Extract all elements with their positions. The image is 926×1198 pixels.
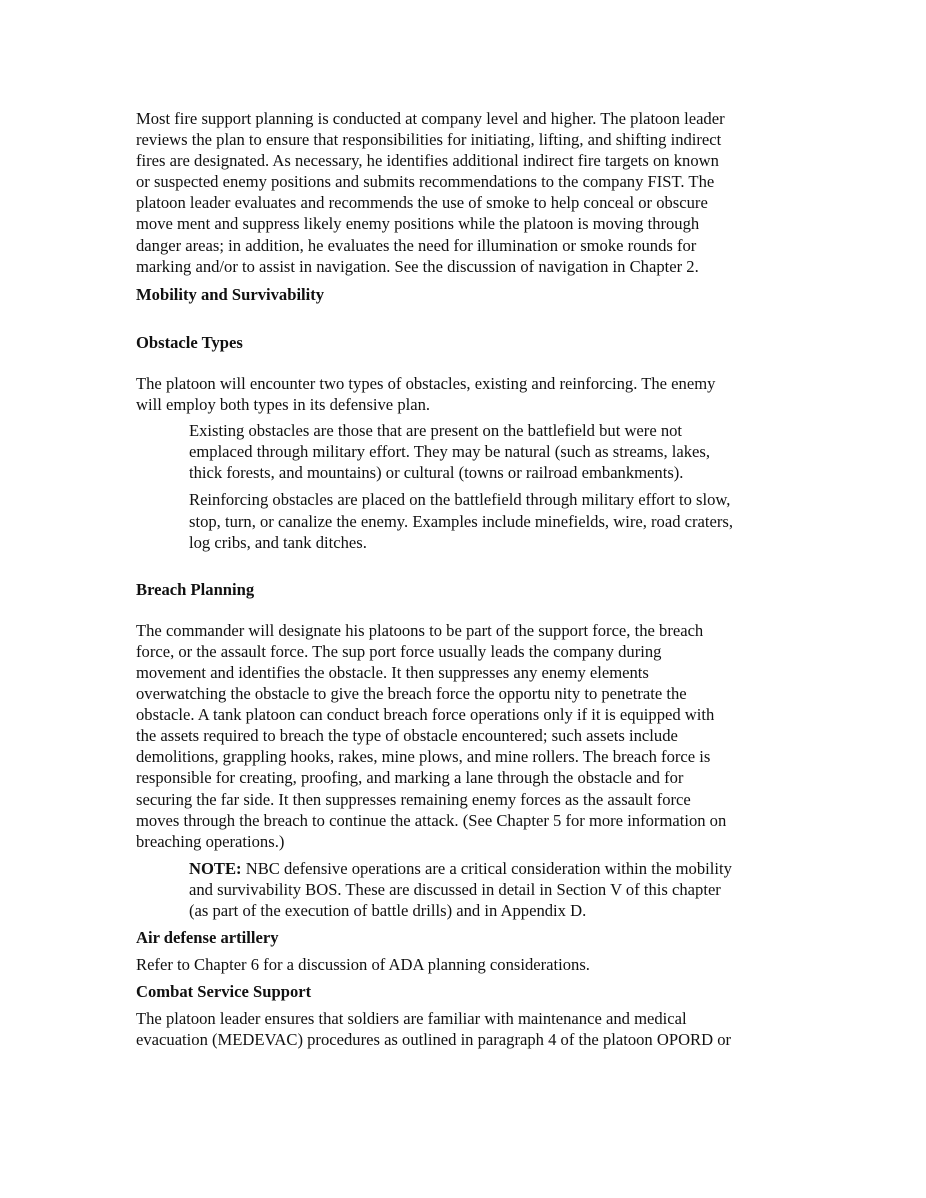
- note-text: NBC defensive operations are a critical consideration within the mobility and survivability BOS. These are discussed in detail in Section V of this chapter (as part of the execution of battle drills) and in Appendix D.: [189, 858, 732, 920]
- heading-obstacle-types: Obstacle Types: [136, 332, 243, 352]
- document-page: [136, 108, 796, 1051]
- nbc-note: [189, 858, 796, 921]
- heading-air-defense-artillery: Air defense artillery: [136, 928, 279, 948]
- css-paragraph: The platoon leader ensures that soldiers are familiar with maintenance and medical evacuation (MEDEVAC) procedures as outlined in paragraph 4 of the platoon OPORD or: [136, 1009, 732, 1050]
- intro-paragraph: Most fire support planning is conducted at company level and higher. The platoon leader reviews the plan to ensure that responsibilities for initiating, lifting, and shifting indirect fires are designated. As necessary, he identifies additional indirect fire targets on known or suspected enemy positions and submits recommendations to the company FIST. The platoon leader evaluates and recommends the use of smoke to help conceal or obscure move ment and suppress likely enemy positions while the platoon is moving through danger areas; in addition, he evaluates the need for illumination or smoke rounds for marking and/or to assist in navigation. See the discussion of navigation in Chapter 2.: [136, 109, 725, 276]
- heading-breach-planning: Breach Planning: [136, 579, 255, 599]
- existing-obstacles-paragraph: Existing obstacles are those that are present on the battlefield but were not emplaced through military effort. They may be natural (such as streams, lakes, thick forests, and mountains) or cultural (towns or railroad embankments).: [189, 421, 711, 483]
- heading-combat-service-support: Combat Service Support: [136, 982, 312, 1002]
- ada-paragraph: Refer to Chapter 6 for a discussion of ADA planning considerations.: [136, 955, 590, 975]
- reinforcing-obstacles-paragraph: Reinforcing obstacles are placed on the battlefield through military effort to slow, stop, turn, or canalize the enemy. Examples include minefields, wire, road craters, log cribs, and tank ditches.: [189, 490, 734, 552]
- heading-mobility-survivability: Mobility and Survivability: [136, 284, 325, 304]
- obstacle-types-paragraph: The platoon will encounter two types of obstacles, existing and reinforcing. The enemy will employ both types in its defensive plan.: [136, 373, 716, 415]
- note-label: NOTE:: [189, 858, 242, 878]
- breach-planning-paragraph: The commander will designate his platoons to be part of the support force, the breach force, or the assault force. The sup port force usually leads the company during movement and identifies the obstacle. It then suppresses any enemy elements overwatching the obstacle to give the breach force the opportu nity to penetrate the obstacle. A tank platoon can conduct breach force operations only if it is equipped with the assets required to breach the type of obstacle encountered; such assets include demolitions, grappling hooks, rakes, mine plows, and mine rollers. The breach force is responsible for creating, proofing, and marking a lane through the obstacle and for securing the far side. It then suppresses remaining enemy forces as the assault force moves through the breach to continue the attack. (See Chapter 5 for more information on breaching operations.): [136, 620, 727, 851]
